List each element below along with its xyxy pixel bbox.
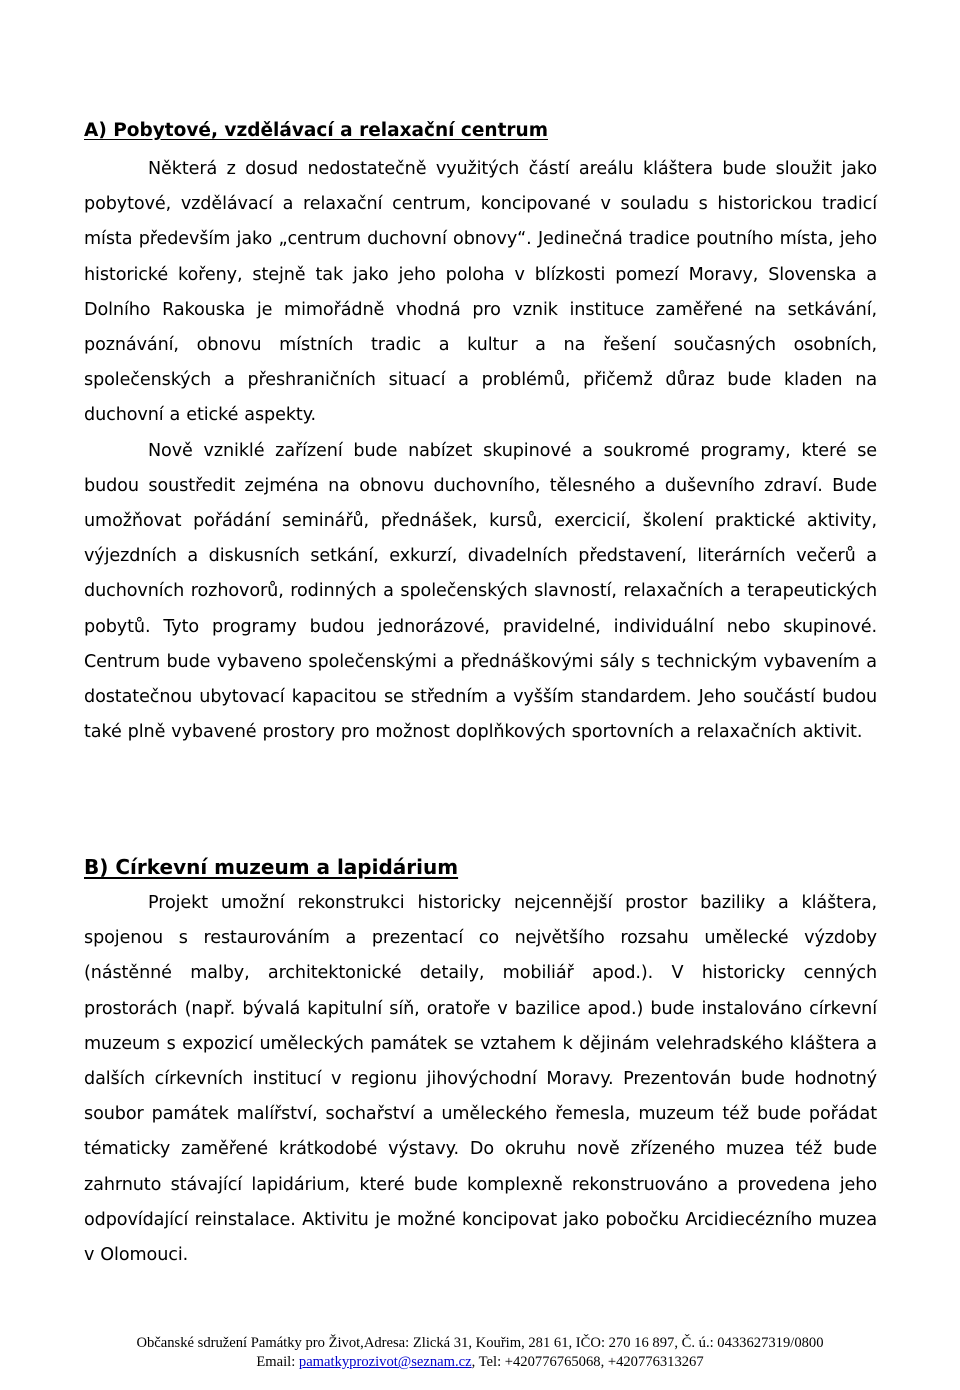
footer-phone: , Tel: +420776765068, +420776313267: [471, 1354, 704, 1370]
footer-email-link[interactable]: pamatkyprozivot@seznam.cz: [298, 1354, 472, 1370]
section-a-paragraph-2: Nově vzniklé zařízení bude nabízet skupinové a soukromé programy, které se budou soustředit zejména na obnovu duchovního, tělesného a duševního zdraví. Bude umožňovat pořádání seminářů, přednášek, kursů, exercicií, školení praktické aktivity, výjezdních a diskusních setkání, exkurzí, divadelních představení, literárních večerů a duchovních rozhovorů, rodinných a společenských slavností, relaxačních a terapeutických pobytů. Tyto programy budou jednorázové, pravidelné, individuální nebo skupinové. Centrum bude vybaveno společenskými a přednáškovými sály s technickým vybavením a dostatečnou ubytovací kapacitou se středním a vyšším standardem. Jeho součástí budou také plně vybavené prostory pro možnost doplňkových sportovních a relaxačních aktivit.: [84, 440, 877, 743]
footer-email-label: Email:: [256, 1354, 299, 1370]
section-a-heading: A) Pobytové, vzdělávací a relaxační centrum: [84, 120, 548, 141]
section-a-paragraph-1: Některá z dosud nedostatečně využitých částí areálu kláštera bude sloužit jako pobytové, vzdělávací a relaxační centrum, koncipované v souladu s historickou tradicí místa především jako „centrum duchovní obnovy“. Jedinečná tradice poutního místa, jeho historické kořeny, stejně tak jako jeho poloha v blízkosti pomezí Moravy, Slovenska a Dolního Rakouska je mimořádně vhodná pro vznik instituce zaměřené na setkávání, poznávání, obnovu místních tradic a kultur a na řešení současných osobních, společenských a přeshraničních situací a problémů, přičemž důraz bude kladen na duchovní a etické aspekty.: [84, 159, 877, 426]
section-b-heading: B) Církevní muzeum a lapidárium: [84, 855, 459, 879]
section-a: [84, 116, 877, 750]
page-footer: [0, 1334, 960, 1372]
section-b: [84, 852, 877, 1273]
footer-contact: [0, 1353, 960, 1372]
footer-address: Občanské sdružení Památky pro Život,Adresa: Zlická 31, Kouřim, 281 61, IČO: 270 16 897, Č. ú.: 0433627319/0800: [136, 1335, 824, 1351]
section-b-paragraph-1: Projekt umožní rekonstrukci historicky nejcennější prostor baziliky a kláštera, spojenou s restaurováním a prezentací co největšího rozsahu umělecké výzdoby (nástěnné malby, architektonické detaily, mobiliář apod.). V historicky cenných prostorách (např. bývalá kapitulní síň, oratoře v bazilice apod.) bude instalováno církevní muzeum s expozicí uměleckých památek se vztahem k dějinám velehradského kláštera a dalších církevních institucí v regionu jihovýchodní Moravy. Prezentován bude hodnotný soubor památek malířství, sochařství a uměleckého řemesla, muzeum též bude pořádat tématicky zaměřené krátkodobé výstavy. Do okruhu nově zřízeného muzea též bude zahrnuto stávající lapidárium, které bude komplexně rekonstruováno a provedena jeho odpovídající reinstalace. Aktivitu je možné koncipovat jako pobočku Arcidiecézního muzea v Olomouci.: [84, 893, 877, 1266]
